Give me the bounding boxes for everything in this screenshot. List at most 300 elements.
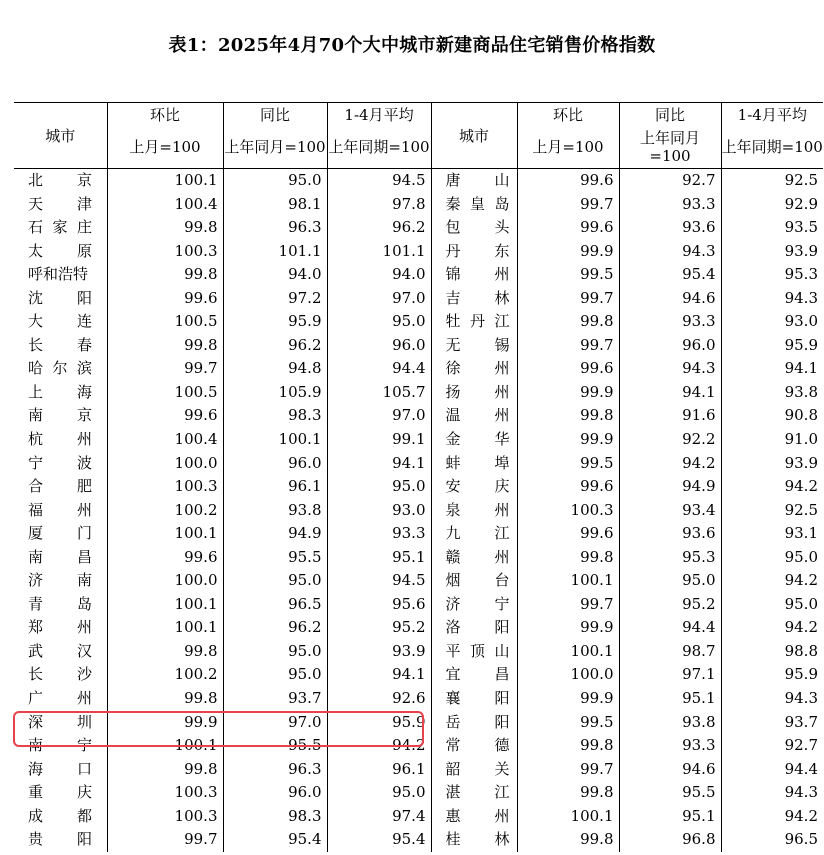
avg-value: 94.5 [327, 169, 431, 193]
col-header-city: 城市 [14, 103, 107, 169]
yoy-value: 97.2 [223, 287, 327, 311]
yoy-value: 98.3 [223, 805, 327, 829]
avg-value: 95.0 [327, 310, 431, 334]
avg-value: 93.8 [721, 381, 823, 405]
city-name-text: 岳 阳 [445, 712, 510, 731]
avg-value: 101.1 [327, 240, 431, 264]
col-sub-mom: 上月=100 [107, 126, 223, 169]
table-row [14, 428, 823, 452]
yoy-value: 93.3 [619, 734, 721, 758]
city-name [431, 475, 517, 499]
yoy-value: 100.1 [223, 428, 327, 452]
city-name-text: 合 肥 [28, 477, 92, 496]
mom-value: 99.8 [517, 734, 619, 758]
city-name [431, 593, 517, 617]
col-header-yoy-right: 同比 [619, 103, 721, 127]
mom-value: 99.7 [107, 357, 223, 381]
yoy-value: 95.4 [223, 828, 327, 852]
avg-value: 94.2 [721, 805, 823, 829]
mom-value: 99.8 [517, 781, 619, 805]
yoy-value: 94.0 [223, 263, 327, 287]
city-name-text: 温 州 [445, 406, 510, 425]
yoy-value: 96.5 [223, 593, 327, 617]
city-name-text: 惠 州 [445, 806, 510, 825]
city-name [14, 546, 107, 570]
city-name [431, 287, 517, 311]
table-row [14, 569, 823, 593]
city-name-text: 牡 丹 江 [445, 312, 510, 331]
avg-value: 93.9 [721, 240, 823, 264]
avg-value: 95.0 [327, 475, 431, 499]
city-name-text: 洛 阳 [445, 618, 510, 637]
city-name-text: 南 京 [28, 406, 92, 425]
city-name-text: 平 顶 山 [445, 641, 510, 660]
table-row [14, 452, 823, 476]
mom-value: 99.9 [517, 687, 619, 711]
city-name-text: 哈 尔 滨 [28, 359, 92, 378]
avg-value: 92.9 [721, 193, 823, 217]
city-name-text: 长 沙 [28, 665, 92, 684]
table-row [14, 640, 823, 664]
table-row [14, 310, 823, 334]
mom-value: 100.4 [107, 428, 223, 452]
yoy-value: 96.2 [223, 334, 327, 358]
table-row [14, 663, 823, 687]
city-name [14, 522, 107, 546]
table-row [14, 828, 823, 852]
city-name-text: 常 德 [445, 736, 510, 755]
city-name-text: 武 汉 [28, 641, 92, 660]
yoy-value: 95.0 [223, 569, 327, 593]
city-name [14, 711, 107, 735]
city-name-text: 杭 州 [28, 430, 92, 449]
city-name-text: 秦 皇 岛 [445, 194, 510, 213]
mom-value: 99.8 [107, 334, 223, 358]
avg-value: 94.4 [327, 357, 431, 381]
city-name [14, 663, 107, 687]
city-name-text: 宁 波 [28, 453, 92, 472]
city-name-text: 郑 州 [28, 618, 92, 637]
mom-value: 99.7 [517, 193, 619, 217]
city-name [431, 428, 517, 452]
city-name [14, 687, 107, 711]
yoy-value: 94.3 [619, 240, 721, 264]
avg-value: 94.1 [721, 357, 823, 381]
yoy-value: 95.1 [619, 805, 721, 829]
avg-value: 93.5 [721, 216, 823, 240]
city-name-text: 成 都 [28, 806, 92, 825]
yoy-value: 93.7 [223, 687, 327, 711]
mom-value: 99.6 [107, 546, 223, 570]
city-name [431, 711, 517, 735]
mom-value: 99.7 [517, 334, 619, 358]
yoy-value: 94.1 [619, 381, 721, 405]
avg-value: 96.1 [327, 758, 431, 782]
city-name [431, 758, 517, 782]
mom-value: 100.0 [107, 569, 223, 593]
avg-value: 94.2 [721, 569, 823, 593]
city-name [431, 381, 517, 405]
city-name-text: 大 连 [28, 312, 92, 331]
avg-value: 95.9 [721, 663, 823, 687]
city-name-text: 北 京 [28, 171, 92, 189]
col-header-mom-right: 环比 [517, 103, 619, 127]
mom-value: 99.9 [517, 428, 619, 452]
mom-value: 99.6 [517, 475, 619, 499]
mom-value: 99.7 [517, 758, 619, 782]
city-name-text: 深 圳 [28, 712, 92, 731]
city-name-text: 广 州 [28, 689, 92, 708]
city-name [14, 193, 107, 217]
yoy-value: 93.6 [619, 216, 721, 240]
mom-value: 100.1 [517, 569, 619, 593]
yoy-value: 98.3 [223, 404, 327, 428]
table-row [14, 734, 823, 758]
table-row [14, 169, 823, 193]
city-name [431, 334, 517, 358]
avg-value: 93.1 [721, 522, 823, 546]
avg-value: 97.0 [327, 404, 431, 428]
avg-value: 94.4 [721, 758, 823, 782]
mom-value: 99.6 [517, 216, 619, 240]
mom-value: 99.9 [107, 711, 223, 735]
city-name [431, 828, 517, 852]
avg-value: 91.0 [721, 428, 823, 452]
avg-value: 95.3 [721, 263, 823, 287]
avg-value: 92.7 [721, 734, 823, 758]
city-name-text: 吉 林 [445, 288, 510, 307]
col-sub-yoy: 上年同月=100 [223, 126, 327, 169]
city-name [14, 758, 107, 782]
city-name [431, 357, 517, 381]
table-row [14, 546, 823, 570]
city-name [14, 169, 107, 193]
city-name [14, 593, 107, 617]
table-row [14, 334, 823, 358]
city-name [431, 263, 517, 287]
city-name-text: 韶 关 [445, 759, 510, 778]
yoy-value: 97.0 [223, 711, 327, 735]
mom-value: 99.6 [107, 404, 223, 428]
mom-value: 99.6 [517, 522, 619, 546]
mom-value: 99.9 [517, 381, 619, 405]
avg-value: 90.8 [721, 404, 823, 428]
avg-value: 94.0 [327, 263, 431, 287]
city-name-text: 福 州 [28, 500, 92, 519]
avg-value: 98.8 [721, 640, 823, 664]
mom-value: 99.7 [517, 593, 619, 617]
city-name [14, 381, 107, 405]
col-header-city-right: 城市 [431, 103, 517, 169]
city-name [431, 663, 517, 687]
yoy-value: 94.6 [619, 287, 721, 311]
mom-value: 100.3 [107, 781, 223, 805]
city-name-text: 泉 州 [445, 500, 510, 519]
city-name [431, 616, 517, 640]
city-name [431, 193, 517, 217]
city-name-text: 扬 州 [445, 382, 510, 401]
yoy-value: 105.9 [223, 381, 327, 405]
mom-value: 99.7 [517, 287, 619, 311]
avg-value: 93.9 [327, 640, 431, 664]
avg-value: 93.0 [721, 310, 823, 334]
mom-value: 99.8 [517, 310, 619, 334]
city-name [431, 569, 517, 593]
city-name-text: 济 南 [28, 571, 92, 590]
city-name-text: 贵 阳 [28, 830, 92, 849]
city-name-text: 烟 台 [445, 571, 510, 590]
mom-value: 99.8 [107, 687, 223, 711]
city-name [431, 452, 517, 476]
avg-value: 94.5 [327, 569, 431, 593]
yoy-value: 93.8 [619, 711, 721, 735]
avg-value: 92.5 [721, 499, 823, 523]
mom-value: 100.1 [107, 169, 223, 193]
mom-value: 99.8 [517, 404, 619, 428]
table-row [14, 263, 823, 287]
mom-value: 99.7 [107, 828, 223, 852]
city-name [431, 734, 517, 758]
yoy-value: 95.0 [223, 169, 327, 193]
yoy-value: 94.2 [619, 452, 721, 476]
mom-value: 99.5 [517, 711, 619, 735]
avg-value: 97.4 [327, 805, 431, 829]
city-name [14, 640, 107, 664]
avg-value: 95.0 [327, 781, 431, 805]
yoy-value: 97.1 [619, 663, 721, 687]
city-name [14, 734, 107, 758]
col-sub-mom-right: 上月=100 [517, 126, 619, 169]
mom-value: 100.1 [107, 522, 223, 546]
avg-value: 94.3 [721, 781, 823, 805]
city-name [431, 216, 517, 240]
avg-value: 93.3 [327, 522, 431, 546]
mom-value: 100.1 [517, 805, 619, 829]
col-sub-yoy-right: 上年同月=100 [619, 126, 721, 169]
city-name-text: 宜 昌 [445, 665, 510, 684]
city-name-text: 石 家 庄 [28, 218, 92, 237]
mom-value: 99.8 [107, 263, 223, 287]
table-row [14, 499, 823, 523]
city-name-text: 无 锡 [445, 335, 510, 354]
city-name-text: 桂 林 [445, 830, 510, 849]
table-row [14, 193, 823, 217]
yoy-value: 94.9 [223, 522, 327, 546]
table-row [14, 781, 823, 805]
city-name [14, 569, 107, 593]
yoy-value: 95.4 [619, 263, 721, 287]
city-name [14, 781, 107, 805]
city-name-text: 九 江 [445, 524, 510, 543]
mom-value: 100.0 [107, 452, 223, 476]
city-name [14, 828, 107, 852]
yoy-value: 96.8 [619, 828, 721, 852]
city-name [431, 522, 517, 546]
table-row [14, 687, 823, 711]
yoy-value: 95.9 [223, 310, 327, 334]
city-name-text: 海 口 [28, 759, 92, 778]
city-name-text: 包 头 [445, 218, 510, 237]
yoy-value: 93.8 [223, 499, 327, 523]
mom-value: 100.2 [107, 499, 223, 523]
mom-value: 99.8 [107, 758, 223, 782]
city-name-text: 湛 江 [445, 783, 510, 802]
city-name-text: 太 原 [28, 241, 92, 260]
yoy-value: 101.1 [223, 240, 327, 264]
city-name-text: 蚌 埠 [445, 453, 510, 472]
mom-value: 100.0 [517, 663, 619, 687]
avg-value: 93.9 [721, 452, 823, 476]
mom-value: 99.6 [517, 357, 619, 381]
city-name-text: 襄 阳 [445, 689, 510, 708]
city-name-text: 丹 东 [445, 241, 510, 260]
yoy-value: 93.3 [619, 193, 721, 217]
mom-value: 100.1 [517, 640, 619, 664]
city-name [431, 687, 517, 711]
yoy-value: 95.0 [619, 569, 721, 593]
yoy-value: 94.3 [619, 357, 721, 381]
yoy-value: 94.8 [223, 357, 327, 381]
avg-value: 97.0 [327, 287, 431, 311]
city-name [431, 499, 517, 523]
col-header-avg: 1-4月平均 [327, 103, 431, 127]
avg-value: 99.1 [327, 428, 431, 452]
city-name-text: 赣 州 [445, 547, 510, 566]
mom-value: 100.1 [107, 616, 223, 640]
table-row [14, 240, 823, 264]
mom-value: 99.5 [517, 263, 619, 287]
city-name-text: 呼和浩特 [28, 265, 89, 284]
avg-value: 95.1 [327, 546, 431, 570]
price-index-table [14, 102, 823, 852]
city-name-text: 厦 门 [28, 524, 92, 543]
mom-value: 100.5 [107, 381, 223, 405]
city-name [431, 805, 517, 829]
yoy-value: 96.2 [223, 616, 327, 640]
yoy-value: 92.2 [619, 428, 721, 452]
mom-value: 100.2 [107, 663, 223, 687]
yoy-value: 94.9 [619, 475, 721, 499]
table-row [14, 475, 823, 499]
city-name-text: 锦 州 [445, 265, 510, 284]
city-name-text: 济 宁 [445, 594, 510, 613]
yoy-value: 91.6 [619, 404, 721, 428]
table-title: 表1：2025年4月70个大中城市新建商品住宅销售价格指数 [168, 35, 656, 56]
city-name [431, 640, 517, 664]
table-row [14, 711, 823, 735]
col-header-mom: 环比 [107, 103, 223, 127]
table-row [14, 287, 823, 311]
mom-value: 100.5 [107, 310, 223, 334]
mom-value: 99.5 [517, 452, 619, 476]
yoy-value: 95.5 [223, 734, 327, 758]
avg-value: 96.5 [721, 828, 823, 852]
city-name [14, 475, 107, 499]
city-name [431, 404, 517, 428]
col-sub-avg-right: 上年同期=100 [721, 126, 823, 169]
mom-value: 99.9 [517, 616, 619, 640]
table-row [14, 805, 823, 829]
city-name-text: 南 宁 [28, 736, 92, 755]
avg-value: 95.0 [721, 593, 823, 617]
col-header-yoy: 同比 [223, 103, 327, 127]
yoy-value: 95.1 [619, 687, 721, 711]
avg-value: 93.7 [721, 711, 823, 735]
avg-value: 92.6 [327, 687, 431, 711]
avg-value: 92.5 [721, 169, 823, 193]
yoy-value: 95.5 [223, 546, 327, 570]
city-name [14, 805, 107, 829]
avg-value: 95.2 [327, 616, 431, 640]
yoy-value: 96.1 [223, 475, 327, 499]
city-name [14, 287, 107, 311]
city-name-text: 南 昌 [28, 547, 92, 566]
yoy-value: 95.5 [619, 781, 721, 805]
table-row [14, 381, 823, 405]
yoy-value: 96.0 [619, 334, 721, 358]
mom-value: 100.1 [107, 593, 223, 617]
avg-value: 94.2 [327, 734, 431, 758]
yoy-value: 93.3 [619, 310, 721, 334]
city-name-text: 安 庆 [445, 477, 510, 496]
avg-value: 94.2 [721, 475, 823, 499]
mom-value: 99.6 [517, 169, 619, 193]
avg-value: 105.7 [327, 381, 431, 405]
avg-value: 96.0 [327, 334, 431, 358]
city-name-text: 唐 山 [445, 171, 510, 189]
table-row [14, 616, 823, 640]
yoy-value: 96.0 [223, 452, 327, 476]
yoy-value: 93.6 [619, 522, 721, 546]
yoy-value: 93.4 [619, 499, 721, 523]
avg-value: 95.4 [327, 828, 431, 852]
avg-value: 94.3 [721, 287, 823, 311]
mom-value: 99.9 [517, 240, 619, 264]
yoy-value: 98.7 [619, 640, 721, 664]
col-header-avg-right: 1-4月平均 [721, 103, 823, 127]
avg-value: 97.8 [327, 193, 431, 217]
yoy-value: 98.1 [223, 193, 327, 217]
table-row [14, 357, 823, 381]
mom-value: 100.3 [107, 240, 223, 264]
city-name [431, 240, 517, 264]
city-name [431, 169, 517, 193]
avg-value: 95.9 [327, 711, 431, 735]
city-name-text: 沈 阳 [28, 288, 92, 307]
city-name [431, 781, 517, 805]
city-name [14, 334, 107, 358]
table-row [14, 593, 823, 617]
city-name-text: 重 庆 [28, 783, 92, 802]
yoy-value: 95.0 [223, 663, 327, 687]
avg-value: 94.3 [721, 687, 823, 711]
avg-value: 95.9 [721, 334, 823, 358]
city-name [14, 357, 107, 381]
table-row [14, 522, 823, 546]
avg-value: 96.2 [327, 216, 431, 240]
yoy-value: 96.3 [223, 758, 327, 782]
table-row [14, 216, 823, 240]
avg-value: 95.6 [327, 593, 431, 617]
yoy-value: 95.3 [619, 546, 721, 570]
yoy-value: 96.0 [223, 781, 327, 805]
city-name-text: 青 岛 [28, 594, 92, 613]
city-name-text: 金 华 [445, 430, 510, 449]
yoy-value: 95.2 [619, 593, 721, 617]
city-name [14, 452, 107, 476]
table-row [14, 758, 823, 782]
avg-value: 94.2 [721, 616, 823, 640]
